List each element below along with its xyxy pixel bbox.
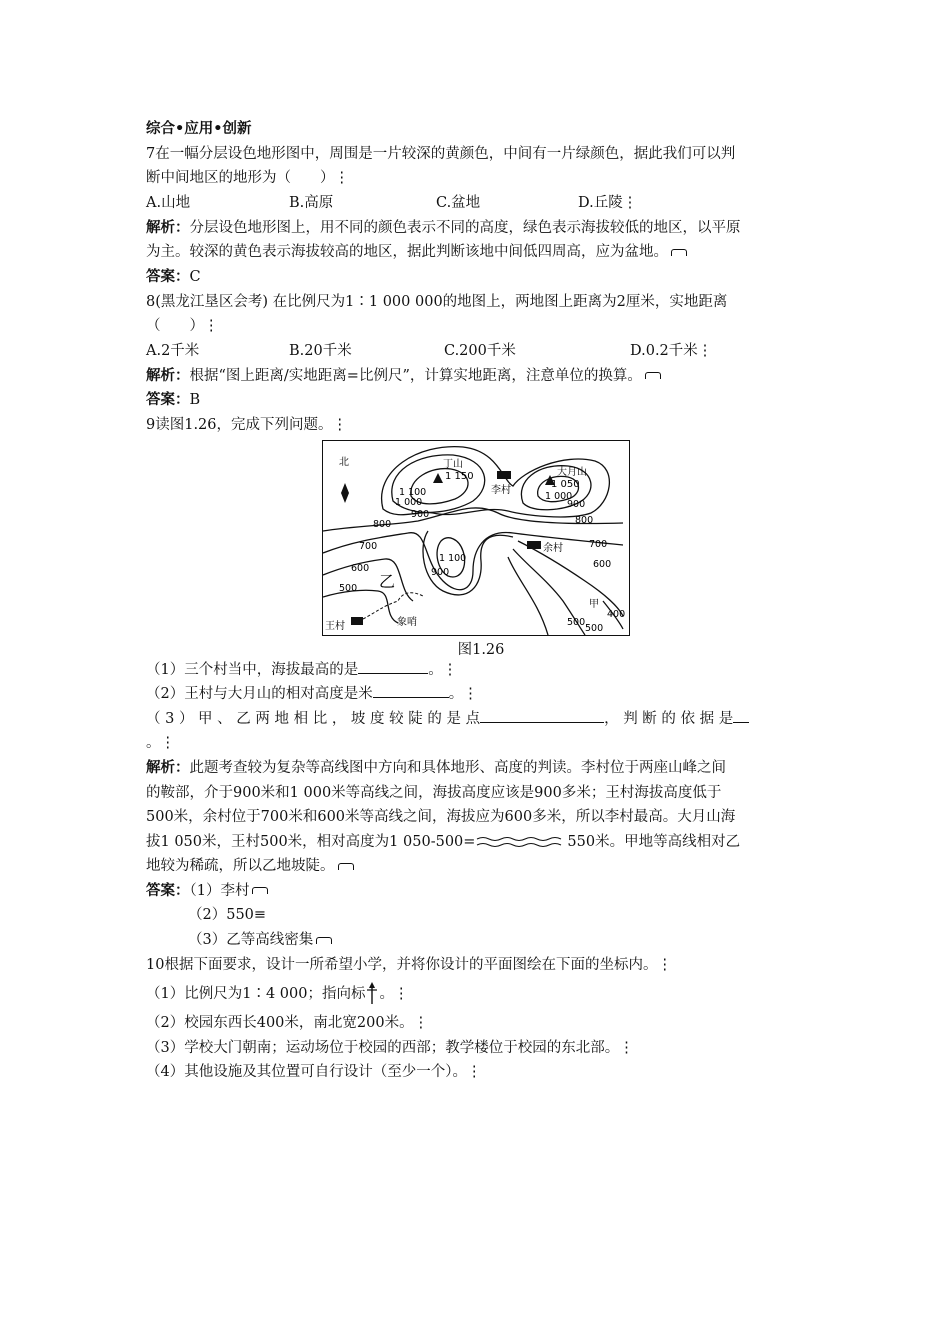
- q7-options: [146, 191, 816, 216]
- contour-label: 900: [431, 566, 450, 578]
- map-peak2-elev: 1 050: [551, 478, 580, 490]
- edit-mark-icon: [338, 863, 354, 870]
- q9-answer-1: （1）李村: [189, 882, 250, 899]
- contour-label: 900: [411, 508, 430, 520]
- wavy-mark-icon: [475, 836, 567, 848]
- edit-mark-icon: [671, 249, 687, 256]
- contour-label: 600: [351, 562, 370, 574]
- q10-item1-end: 。⋮: [379, 986, 409, 1003]
- q10-item3: （3）学校大门朝南；运动场位于校园的西部；教学楼位于校园的东北部。⋮: [146, 1039, 634, 1056]
- q9-answer-label: 答案：: [146, 882, 190, 899]
- contour-label: 700: [589, 538, 608, 550]
- q7-analysis-line2: 为主。较深的黄色表示海拔较高的地区，据此判断该地中间低四周高，应为盆地。: [146, 244, 668, 261]
- q8-answer: B: [189, 392, 201, 409]
- map-place-xiangshao: 象哨: [397, 616, 417, 628]
- q8-line1: 8(黑龙江垦区会考) 在比例尺为1∶1 000 000的地图上，两地图上距离为2厘米，实地距离: [146, 293, 728, 310]
- q7-option-c: C.盆地: [436, 194, 481, 211]
- peak-icon: [433, 473, 443, 483]
- q9-analysis-last: 地较为稀疏，所以乙地坡陡。: [146, 858, 335, 875]
- edit-mark-icon: [316, 937, 332, 944]
- contour-label: 500: [585, 622, 604, 634]
- q8-option-b: B.20千米: [289, 342, 352, 359]
- q9-intro: 9读图1.26，完成下列问题。⋮: [146, 416, 348, 433]
- q8-option-c: C.200千米: [444, 342, 516, 359]
- q9-sub3-end: 。⋮: [146, 735, 175, 752]
- contour-label: 1 000: [545, 490, 573, 502]
- answer-blank[interactable]: [480, 707, 604, 723]
- q8-analysis: 根据“图上距离/实地距离=比例尺”，计算实地距离，注意单位的换算。: [189, 367, 642, 384]
- q8-answer-label: 答案：: [146, 392, 190, 409]
- figure-caption: 图1.26: [457, 641, 505, 658]
- q7-option-b: B.高原: [289, 194, 334, 211]
- q9-analysis-line4: 拔1 050米，王村500米，相对高度为1 050-500=: [146, 833, 476, 850]
- map-peak2-name: 大月山: [557, 466, 587, 478]
- q7-analysis-label: 解析：: [146, 219, 190, 236]
- q9-analysis-label: 解析：: [146, 759, 190, 776]
- q8-option-d: D.0.2千米⋮: [630, 342, 713, 359]
- edit-mark-icon: [645, 372, 661, 379]
- map-village2: 余村: [543, 542, 563, 554]
- edit-mark-icon: [252, 887, 268, 894]
- q9-sub2: （2）王村与大月山的相对高度是米: [146, 686, 373, 703]
- contour-label: 500: [567, 616, 586, 628]
- q9-analysis-line3: 500米，余村位于700米和600米等高线之间，海拔应为600多米，所以李村最高。大月山海: [146, 809, 736, 826]
- map-peak1-name: 丁山: [443, 458, 463, 470]
- contour-label: 1 100: [439, 552, 467, 564]
- village-icon: [351, 617, 363, 625]
- q10-item2: （2）校园东西长400米，南北宽200米。⋮: [146, 1015, 429, 1032]
- contour-label: 500: [339, 582, 358, 594]
- q9-sub1-end: 。⋮: [428, 661, 458, 678]
- contour-label: 1 100: [399, 486, 427, 498]
- contour-map: [322, 440, 630, 636]
- q9-figure: [146, 438, 816, 658]
- q7-option-d: D.丘陵⋮: [578, 194, 638, 211]
- contour-label: 600: [593, 558, 612, 570]
- map-peak1-elev: 1 150: [445, 470, 474, 482]
- q8-line2: （ ）⋮: [146, 318, 219, 335]
- q9-answer-3: （3）乙等高线密集: [188, 932, 314, 949]
- answer-blank[interactable]: [733, 707, 749, 723]
- q10-intro: 10根据下面要求，设计一所希望小学，并将你设计的平面图绘在下面的坐标内。⋮: [146, 956, 672, 973]
- contour-label: 800: [575, 514, 594, 526]
- q7-analysis-line1: 分层设色地形图上，用不同的颜色表示不同的高度，绿色表示海拔较低的地区，以平原: [189, 219, 741, 236]
- q10-item4: （4）其他设施及其位置可自行设计（至少一个）。⋮: [146, 1064, 482, 1081]
- q9-analysis-line2: 的鞍部，介于900米和1 000米等高线之间，海拔高度应该是900多米；王村海拔高度低于: [146, 784, 722, 801]
- contour-label: 800: [373, 518, 392, 530]
- q7-line2: 断中间地区的地形为（ ）⋮: [146, 170, 349, 187]
- village-icon: [527, 541, 541, 549]
- q8-options: [146, 339, 816, 364]
- q7-answer-label: 答案：: [146, 268, 190, 285]
- q8-analysis-label: 解析：: [146, 367, 190, 384]
- answer-blank[interactable]: [373, 682, 449, 698]
- map-village3: 王村: [325, 620, 345, 632]
- map-village1: 李村: [491, 484, 511, 496]
- q7-answer: C: [189, 268, 201, 285]
- q8-option-a: A.2千米: [146, 342, 200, 359]
- q10-item1: （1）比例尺为1∶4 000；指向标: [146, 986, 366, 1003]
- q9-sub2-end: 。⋮: [448, 686, 478, 703]
- section-title: 综合•应用•创新: [146, 121, 252, 137]
- q9-sub1: （1）三个村当中，海拔最高的是: [146, 661, 359, 678]
- village-icon: [497, 471, 511, 479]
- q9-sub3-a: （ 3 ） 甲 、 乙 两 地 相 比 ， 坡 度 较 陡 的 是 点: [146, 710, 481, 727]
- q9-analysis-tail: 550米。甲地等高线相对乙: [567, 833, 741, 850]
- contour-label: 400: [607, 608, 626, 620]
- north-arrow-icon: [365, 982, 379, 1006]
- contour-label: 900: [567, 498, 586, 510]
- map-north-label: 北: [339, 456, 349, 468]
- q9-answer-2: （2）550≡: [188, 907, 267, 924]
- document-page: [146, 117, 816, 1085]
- contour-label: 1 000: [395, 496, 423, 508]
- q7-line1: 7在一幅分层设色地形图中，周围是一片较深的黄颜色，中间有一片绿颜色，据此我们可以判: [146, 145, 736, 162]
- map-point-jia: 甲: [589, 598, 599, 610]
- q7-option-a: A.山地: [146, 194, 191, 211]
- map-point-yi: 乙: [379, 571, 396, 591]
- contour-label: 700: [359, 540, 378, 552]
- q9-analysis-line1: 此题考查较为复杂等高线图中方向和具体地形、高度的判读。李村位于两座山峰之间: [189, 759, 726, 776]
- q9-sub3-b: ， 判 断 的 依 据 是: [604, 710, 734, 727]
